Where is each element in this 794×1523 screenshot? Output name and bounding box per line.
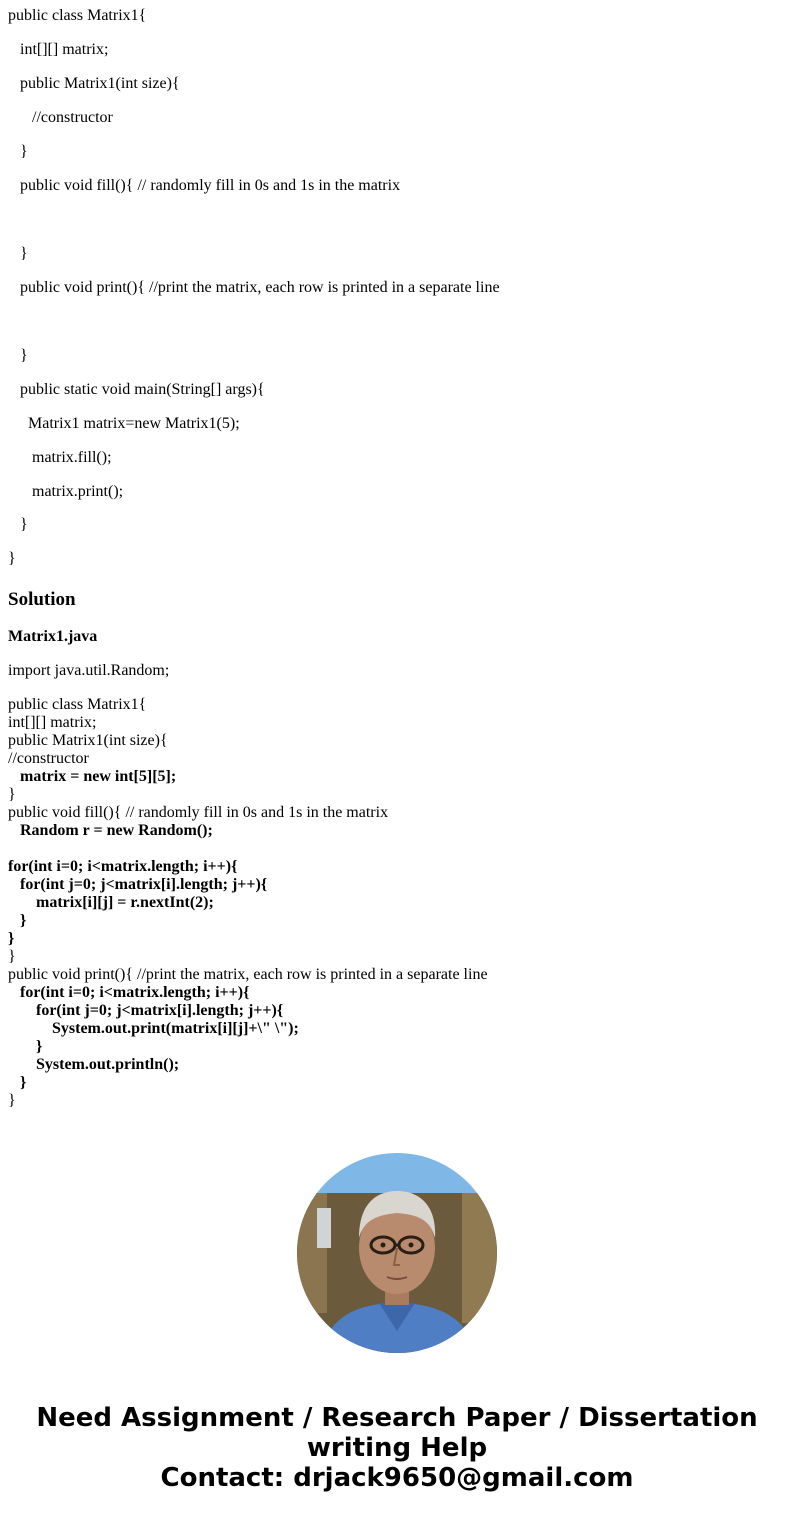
code-line-added: for(int j=0; j<matrix[i].length; j++){: [8, 1002, 284, 1019]
question-line: }: [8, 245, 28, 262]
question-line: }: [8, 347, 28, 364]
code-line-added: }: [8, 1074, 27, 1091]
code-line-added: for(int j=0; j<matrix[i].length; j++){: [8, 876, 268, 893]
question-line: public Matrix1(int size){: [8, 75, 180, 92]
question-line: }: [8, 143, 28, 160]
code-line-added: for(int i=0; i<matrix.length; i++){: [8, 858, 238, 875]
question-line: }: [8, 516, 28, 533]
code-line: }: [8, 1092, 16, 1109]
code-line-added: matrix = new int[5][5];: [8, 768, 177, 785]
question-line: public class Matrix1{: [8, 7, 147, 24]
question-line: //constructor: [8, 109, 113, 126]
code-line-added: }: [8, 1038, 43, 1055]
code-line: public void print(){ //print the matrix, each row is printed in a separate line: [8, 966, 488, 983]
question-line: public void fill(){ // randomly fill in 0s and 1s in the matrix: [8, 177, 401, 194]
import-line: import java.util.Random;: [8, 662, 170, 679]
code-line-added: Random r = new Random();: [8, 822, 213, 839]
code-line-added: System.out.println();: [8, 1056, 180, 1073]
code-line-added: }: [8, 912, 27, 929]
code-line-added: }: [8, 930, 15, 947]
code-line-blank: [8, 840, 488, 858]
question-line: public void print(){ //print the matrix, each row is printed in a separate line: [8, 279, 500, 296]
code-line-added: matrix[i][j] = r.nextInt(2);: [8, 894, 214, 911]
code-line: }: [8, 786, 16, 803]
question-line: Matrix1 matrix=new Matrix1(5);: [8, 415, 240, 432]
banner-line-2: writing Help: [306, 1433, 488, 1463]
question-line: }: [8, 550, 16, 567]
code-line: public void fill(){ // randomly fill in 0s and 1s in the matrix: [8, 804, 389, 821]
file-name: Matrix1.java: [8, 628, 98, 645]
portrait-illustration: [297, 1153, 497, 1353]
author-photo: [297, 1153, 497, 1353]
code-line: int[][] matrix;: [8, 714, 97, 731]
code-line-added: System.out.print(matrix[i][j]+\" \");: [8, 1020, 299, 1037]
code-line: public Matrix1(int size){: [8, 732, 168, 749]
contact-email[interactable]: Contact: drjack9650@gmail.com: [160, 1463, 634, 1493]
question-line: matrix.fill();: [8, 449, 112, 466]
solution-code-block: [8, 696, 488, 1110]
code-line: public class Matrix1{: [8, 696, 147, 713]
code-line: //constructor: [8, 750, 89, 767]
contact-banner: [0, 1403, 794, 1493]
solution-heading: Solution: [8, 589, 76, 610]
code-line-added: for(int i=0; i<matrix.length; i++){: [8, 984, 250, 1001]
banner-line-1: Need Assignment / Research Paper / Dissertation: [36, 1403, 758, 1433]
code-line: }: [8, 948, 16, 965]
question-line: matrix.print();: [8, 483, 124, 500]
question-line: public static void main(String[] args){: [8, 381, 265, 398]
question-line: int[][] matrix;: [8, 41, 109, 58]
